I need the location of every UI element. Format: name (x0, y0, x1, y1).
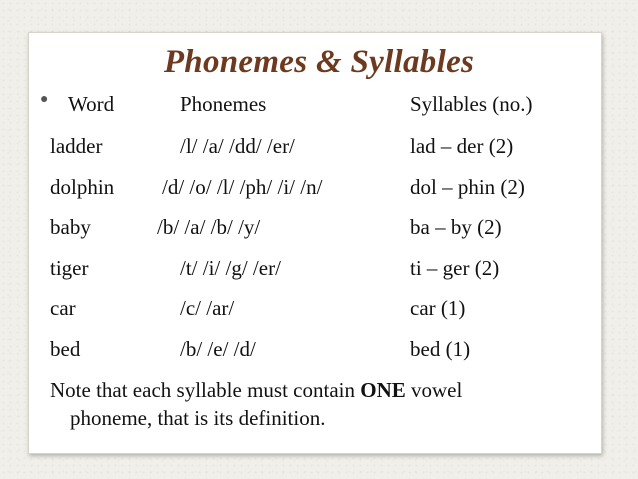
word-cell: baby (50, 215, 91, 239)
syllables-cell: ti – ger (2) (410, 256, 500, 280)
note-text-start: Note that each syllable must contain (50, 378, 361, 402)
table-row (0, 215, 638, 249)
syllables-cell: bed (1) (410, 337, 471, 361)
syllables-cell: ba – by (2) (410, 215, 502, 239)
table-row (0, 337, 638, 371)
word-cell: bed (50, 337, 81, 361)
word-cell: tiger (50, 256, 89, 280)
table-row (0, 175, 638, 209)
table-row (0, 256, 638, 290)
syllables-cell: car (1) (410, 296, 466, 320)
phonemes-cell: /l/ /a/ /dd/ /er/ (180, 134, 295, 158)
definition-note (50, 376, 590, 432)
note-line-2: phoneme, that is its definition. (70, 406, 326, 430)
phonemes-cell: /b/ /e/ /d/ (180, 337, 256, 361)
phonemes-cell: /c/ /ar/ (180, 296, 235, 320)
phonemes-cell: /d/ /o/ /l/ /ph/ /i/ /n/ (162, 175, 323, 199)
word-cell: dolphin (50, 175, 115, 199)
header-syllables: Syllables (no.) (410, 92, 533, 116)
syllables-cell: dol – phin (2) (410, 175, 525, 199)
table-row (0, 296, 638, 330)
slide-title: Phonemes & Syllables (163, 44, 475, 80)
bullet-icon: ● (40, 92, 49, 107)
word-cell: car (50, 296, 76, 320)
table-row (0, 134, 638, 168)
syllables-cell: lad – der (2) (410, 134, 514, 158)
phonemes-cell: /b/ /a/ /b/ /y/ (157, 215, 261, 239)
phonemes-cell: /t/ /i/ /g/ /er/ (180, 256, 281, 280)
note-text-end: vowel (405, 378, 463, 402)
header-word: Word (68, 92, 115, 116)
note-emphasis: ONE (360, 378, 406, 402)
word-cell: ladder (50, 134, 103, 158)
table-header (0, 92, 638, 126)
header-phonemes: Phonemes (180, 92, 267, 116)
